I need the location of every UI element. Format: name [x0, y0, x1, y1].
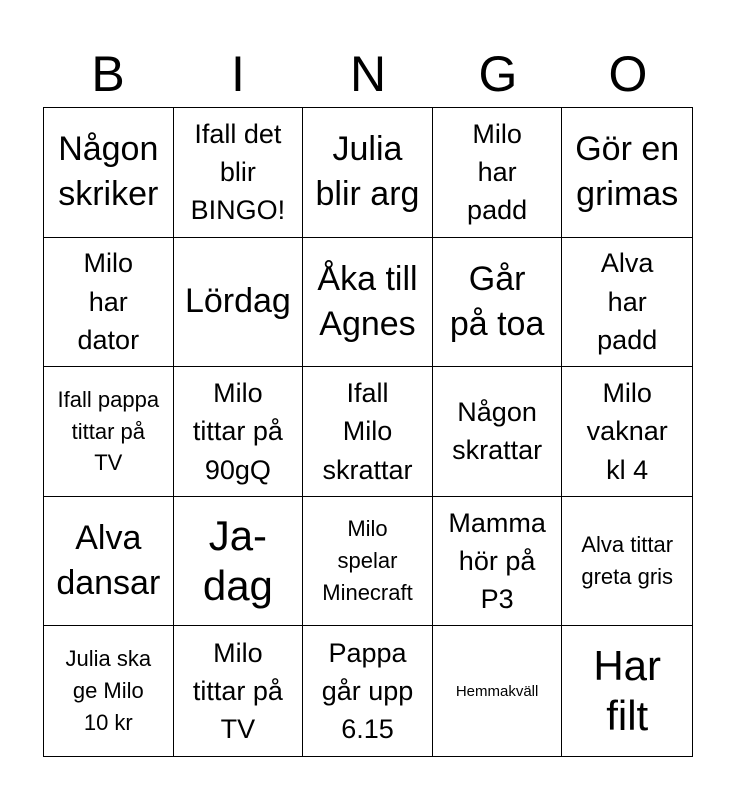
header-letter-b: B [91, 46, 125, 102]
bingo-cell[interactable]: Hemmakväll [433, 626, 563, 756]
header-letter-o: O [608, 46, 648, 102]
bingo-board [43, 107, 693, 757]
bingo-cell[interactable]: Milo har padd [433, 108, 563, 238]
bingo-cell[interactable]: Julia blir arg [303, 108, 433, 238]
bingo-cell[interactable]: Har filt [593, 641, 662, 740]
bingo-cell[interactable]: Pappa går upp 6.15 [303, 626, 433, 756]
bingo-cell[interactable]: Ifall pappa tittar på TV [44, 367, 174, 497]
bingo-cell[interactable]: Mamma hör på P3 [433, 497, 563, 627]
bingo-cell[interactable]: Milo vaknar kl 4 [562, 367, 692, 497]
bingo-cell[interactable]: Milo spelar Minecraft [303, 497, 433, 627]
bingo-cell[interactable]: Alva tittar greta gris [562, 497, 692, 627]
bingo-cell[interactable]: Gör en grimas [562, 108, 692, 238]
bingo-cell[interactable]: Milo har dator [44, 238, 174, 368]
bingo-cell[interactable]: Alva dansar [44, 497, 174, 627]
bingo-header [43, 40, 693, 108]
header-letter-g: G [478, 46, 518, 102]
bingo-cell[interactable]: Julia ska ge Milo 10 kr [44, 626, 174, 756]
bingo-cell[interactable]: Ja- dag [174, 497, 304, 627]
bingo-cell[interactable]: Lördag [174, 238, 304, 368]
header-letter-i: I [231, 46, 245, 102]
bingo-cell[interactable]: Milo tittar på TV [174, 626, 304, 756]
bingo-cell[interactable]: Ifall det blir BINGO! [174, 108, 304, 238]
bingo-cell[interactable]: Åka till Agnes [303, 238, 433, 368]
bingo-cell[interactable]: Går på toa [433, 238, 563, 368]
bingo-cell[interactable]: Milo tittar på 90gQ [174, 367, 304, 497]
bingo-cell[interactable]: Någon skriker [44, 108, 174, 238]
header-letter-n: N [349, 46, 387, 102]
bingo-cell[interactable]: Alva har padd [562, 238, 692, 368]
bingo-cell[interactable]: Någon skrattar [433, 367, 563, 497]
bingo-cell[interactable]: Ifall Milo skrattar [303, 367, 433, 497]
